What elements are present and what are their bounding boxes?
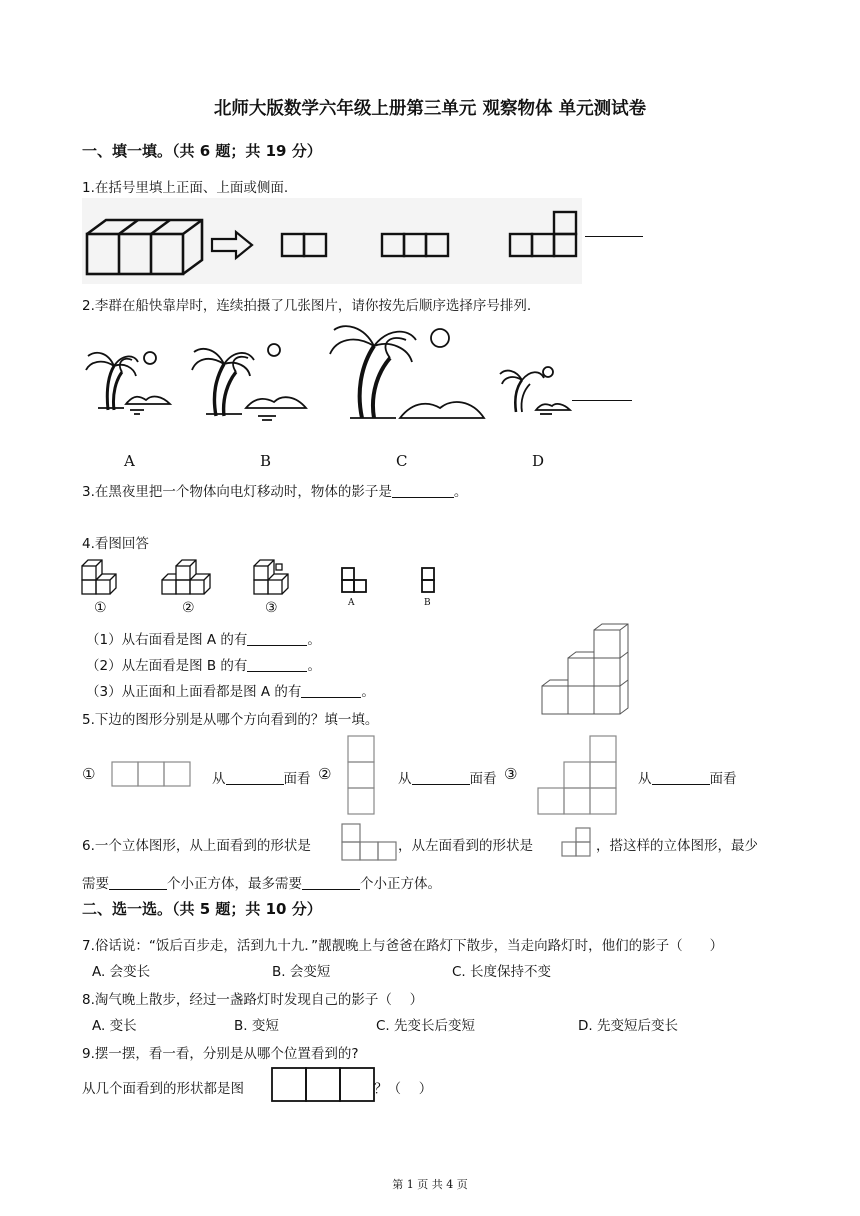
q7-option-a[interactable]: A. 会变长 <box>92 964 151 980</box>
shape-label-3: ③ <box>265 600 278 616</box>
q6-need-text: 需要 <box>82 876 109 892</box>
q9-figure <box>270 1066 376 1104</box>
q5-item-2-answer-blank[interactable] <box>412 770 470 785</box>
q5-item-3-answer <box>638 767 737 787</box>
island-picture-a <box>86 352 170 414</box>
question-1-drawing <box>82 198 582 284</box>
q5-item-1-answer-blank[interactable] <box>226 770 284 785</box>
q8-option-a[interactable]: A. 变长 <box>92 1018 137 1034</box>
q5-item-2-from: 从 <box>398 771 412 787</box>
q7-option-c[interactable]: C. 长度保持不变 <box>452 964 552 980</box>
question-3 <box>82 480 467 500</box>
sub-2-end: 。 <box>307 658 321 674</box>
question-4-sub-1 <box>86 628 321 648</box>
q6-top-view <box>340 822 402 864</box>
q5-item-1-from: 从 <box>212 771 226 787</box>
sub-3-text: （3）从正面和上面看都是图 A 的有 <box>86 684 302 700</box>
q5-item-1-look: 面看 <box>283 771 311 787</box>
question-9-prompt: 从几个面看到的形状都是图 <box>82 1081 244 1097</box>
island-pictures <box>78 318 578 428</box>
picture-label-d: D <box>532 452 545 470</box>
island-picture-c <box>330 326 484 418</box>
question-7-text: 7.俗话说：“饭后百步走，活到九十九．”靓靓晚上与爸爸在路灯下散步，当走向路灯时，他们的影子（ ） <box>82 938 724 954</box>
q5-item-1-answer <box>212 767 311 787</box>
question-1-figure <box>82 198 582 284</box>
staircase-solid-figure <box>538 624 638 720</box>
q5-item-3-answer-blank[interactable] <box>652 770 710 785</box>
question-4-sub-3 <box>86 680 375 700</box>
q5-item-2-number: ② <box>318 765 332 783</box>
question-1-text: 1.在括号里填上正面、上面或侧面. <box>82 180 289 196</box>
question-6-line-2 <box>82 872 441 892</box>
question-2-figure <box>78 318 578 428</box>
solid-shape-3 <box>254 560 288 594</box>
q5-view-3 <box>536 734 618 816</box>
q7-option-b[interactable]: B. 会变短 <box>272 964 331 980</box>
question-6-part-3: ，搭这样的立体图形，最少 <box>596 838 758 854</box>
question-5-text: 5.下边的图形分别是从哪个方向看到的？填一填。 <box>82 712 379 728</box>
q5-item-3-number: ③ <box>504 765 518 783</box>
sub-1-text: （1）从右面看是图 A 的有 <box>86 632 248 648</box>
question-3-answer-blank[interactable] <box>392 483 454 498</box>
page-title: 北师大版数学六年级上册第三单元 观察物体 单元测试卷 <box>213 99 647 119</box>
view-label-a: A <box>348 598 355 608</box>
q5-view-2 <box>346 734 378 816</box>
q6-max-answer-blank[interactable] <box>302 875 360 890</box>
question-9-text: 9.摆一摆，看一看，分别是从哪个位置看到的? <box>82 1046 359 1062</box>
question-2-answer-blank[interactable] <box>572 400 632 401</box>
q6-left-view <box>560 824 596 860</box>
q5-item-2-answer <box>398 767 497 787</box>
section-2-heading: 二、选一选。（共 5 题；共 10 分） <box>82 900 322 918</box>
island-picture-d <box>500 367 570 414</box>
picture-label-a: A <box>124 452 135 470</box>
shape-label-2: ② <box>182 600 195 616</box>
view-label-b: B <box>424 598 431 608</box>
q8-option-c[interactable]: C. 先变长后变短 <box>376 1018 476 1034</box>
question-8-text: 8.淘气晚上散步，经过一盏路灯时发现自己的影子（ ） <box>82 992 424 1008</box>
q5-view-1 <box>110 760 192 788</box>
picture-label-b: B <box>260 452 272 470</box>
question-2-text: 2.李群在船快靠岸时，连续拍摄了几张图片，请你按先后顺序选择序号排列. <box>82 298 532 314</box>
q6-min-answer-blank[interactable] <box>109 875 167 890</box>
q5-item-3-look: 面看 <box>709 771 737 787</box>
question-3-text: 3.在黑夜里把一个物体向电灯移动时，物体的影子是 <box>82 484 392 500</box>
solid-shape-1 <box>82 560 116 594</box>
q5-item-2-look: 面看 <box>469 771 497 787</box>
sub-3-answer-blank[interactable] <box>301 683 361 698</box>
question-4-sub-2 <box>86 654 321 674</box>
q8-option-d[interactable]: D. 先变短后变长 <box>578 1018 678 1034</box>
view-a <box>342 568 366 592</box>
sub-1-end: 。 <box>307 632 321 648</box>
cube-row-front <box>87 234 183 274</box>
question-1-answer-blank[interactable] <box>585 236 643 237</box>
question-6-part-2: ，从左面看到的形状是 <box>398 838 533 854</box>
arrow-right-icon <box>212 232 252 258</box>
question-3-end: 。 <box>453 484 468 500</box>
shape-label-1: ① <box>94 600 107 616</box>
q6-max-text: 个小正方体，最多需要 <box>167 876 302 892</box>
island-picture-b <box>192 344 306 420</box>
q5-item-3-from: 从 <box>638 771 652 787</box>
sub-2-answer-blank[interactable] <box>247 657 307 672</box>
sub-2-text: （2）从左面看是图 B 的有 <box>86 658 248 674</box>
page-footer: 第 1 页 共 4 页 <box>392 1178 468 1191</box>
question-9-end: ？（ ） <box>374 1081 433 1097</box>
q6-end-text: 个小正方体。 <box>360 876 441 892</box>
sub-3-end: 。 <box>361 684 375 700</box>
q5-item-1-number: ① <box>82 765 96 783</box>
view-b <box>422 568 434 592</box>
section-1-heading: 一、填一填。（共 6 题；共 19 分） <box>82 142 322 160</box>
solid-shape-2 <box>162 560 210 594</box>
picture-label-c: C <box>396 452 408 470</box>
q8-option-b[interactable]: B. 变短 <box>234 1018 279 1034</box>
question-4-text: 4.看图回答 <box>82 536 149 552</box>
question-6-part-1: 6.一个立体图形，从上面看到的形状是 <box>82 838 311 854</box>
staircase-solid <box>538 624 638 720</box>
sub-1-answer-blank[interactable] <box>247 631 307 646</box>
